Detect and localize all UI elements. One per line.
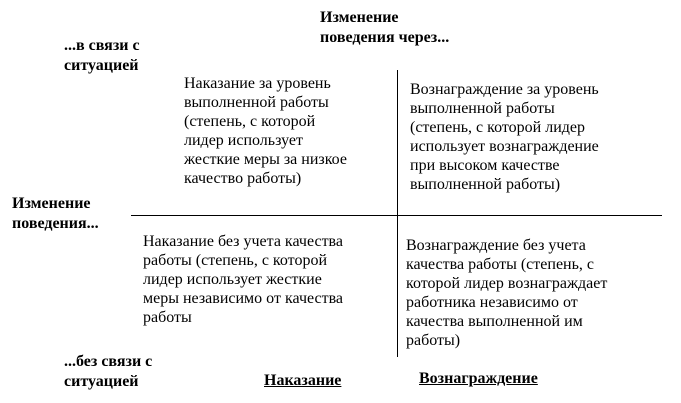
non-situational-label: ...без связи с ситуацией — [64, 353, 153, 390]
cell-punishment-unconditional: Наказание без учета качества работы (степень, с которой лидер использует жесткие меры независимо от качества работы — [143, 233, 344, 326]
column-punishment-label: Наказание — [264, 372, 342, 389]
behavior-change-label: Изменение поведения... — [12, 195, 99, 232]
cell-reward-performance: Вознаграждение за уровень выполненной работы (степень, с которой лидер использует вознаграждение при высоком качестве выполненной работы) — [410, 81, 599, 193]
column-reward-label: Вознаграждение — [419, 370, 538, 387]
situational-label: ...в связи с ситуацией — [64, 37, 140, 74]
cell-reward-unconditional: Вознаграждение без учета качества работы (степень, с которой лидер вознаграждает работника независимо от качества выполненной им работы) — [406, 237, 608, 349]
behavior-change-through-label: Изменение поведения через... — [320, 9, 450, 46]
vertical-divider — [397, 70, 398, 357]
cell-punishment-performance: Наказание за уровень выполненной работы (степень, с которой лидер использует жесткие меры за низкое качество работы) — [184, 75, 347, 187]
